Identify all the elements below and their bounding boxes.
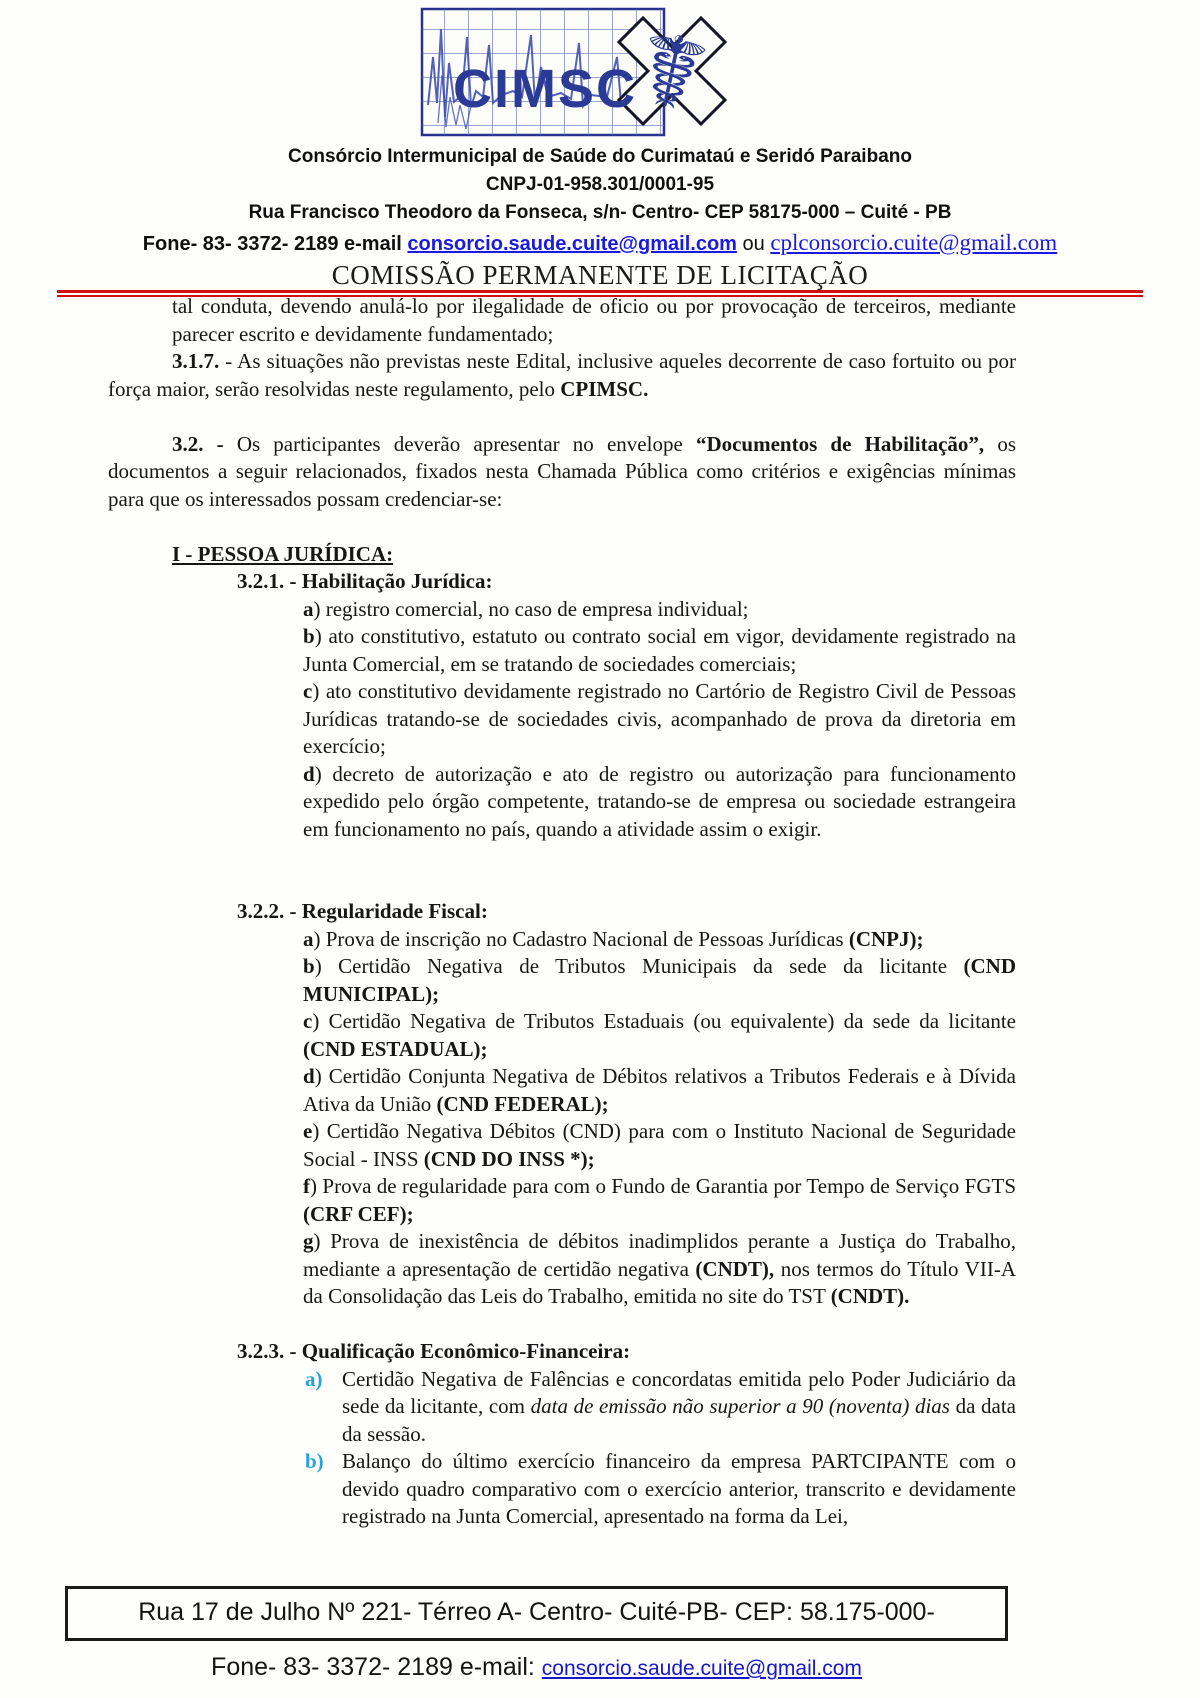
text-run: 3.1.7. [172,349,220,373]
text-run: os documentos a seguir relacionados, fixados nesta Chamada Pública como critérios e exigências mínimas para que os interessados possam credenciar-se: [108,431,1017,511]
text-run: (CNPJ); [848,926,924,951]
text-run: (CND FEDERAL); [436,1091,609,1116]
text-run: ) Certidão Negativa Débitos (CND) para com o Instituto Nacional de Seguridade Social - INSS [303,1119,1016,1171]
paragraph [108,348,1016,403]
paragraph [172,293,1016,348]
paragraph [303,1008,1016,1063]
text-run: - As situações não previstas neste Edital, inclusive aqueles decorrente de caso fortuito ou por força maior, serão resolvidas neste regulamento, pelo [108,349,1016,401]
text-run: (CND ESTADUAL); [303,1036,488,1061]
text-run: c [303,1009,313,1033]
item-letter: b) [305,1449,324,1473]
text-run: g [303,1229,314,1253]
footer-contact [65,1653,1008,1682]
text-run: Balanço do último exercício financeiro da empresa PARTCIPANTE com o devido quadro comparativo com o exercício anterior, transcrito e devidamente registrado na Junta Comercial, apresentado na forma da Lei, [342,1449,1016,1528]
org-address: Rua Francisco Theodoro da Fonseca, s/n- Centro- CEP 58175-000 – Cuité - PB [248,202,952,223]
paragraph [303,1173,1016,1228]
text-run: (CND DO INSS *); [423,1146,595,1171]
paragraph [172,541,1016,569]
text-run: Certidão Negativa de Falências e concordatas emitida pelo Poder Judiciário da sede da licitante, com [342,1366,1016,1418]
phone-label: Fone- 83- 3372- 2189 e-mail [142,233,408,255]
footer-address-box [65,1586,1008,1641]
text-run: (CNDT), [695,1256,775,1281]
text-run: ) Prova de inexistência de débitos inadimplidos perante a Justiça do Trabalho, mediante a apresentação de certidão negativa [303,1229,1016,1281]
footer-phone-label: Fone- 83- 3372- 2189 e-mail: [211,1653,542,1681]
paragraph [303,678,1016,761]
text-run: da data da sessão. [342,1394,1017,1446]
paragraph [237,898,1016,926]
text-run: 3.2.1. - Habilitação Jurídica: [237,569,493,593]
text-run: ) Prova de regularidade para com o Fundo de Garantia por Tempo de Serviço FGTS [310,1174,1016,1198]
org-cnpj: CNPJ-01-958.301/0001-95 [485,174,715,195]
text-run: f [303,1174,310,1198]
committee-title: COMISSÃO PERMANENTE DE LICITAÇÃO [331,260,869,290]
text-run: b [303,954,315,978]
paragraph [108,431,1016,514]
paragraph [303,1118,1016,1173]
text-run: c [303,679,313,703]
text-run: ) Certidão Negativa de Tributos Estaduais (ou equivalente) da sede da licitante [312,1009,1016,1033]
ou-text: ou [736,233,771,255]
text-run: Os participantes deverão apresentar no envelope [223,431,696,456]
caduceus-icon: ☤ [626,8,717,137]
text-run: ) Certidão Conjunta Negativa de Débitos relativos a Tributos Federais e à Dívida Ativa da União [303,1064,1016,1116]
org-logo [0,5,1200,139]
text-run: ) ato constitutivo, estatuto ou contrato social em vigor, devidamente registrado na Junta Comercial, em se tratando de sociedades comerciais; [303,624,1016,676]
paragraph [237,568,1016,596]
text-run: “Documentos de Habilitação”, [695,431,985,456]
text-run: (CRF CEF); [303,1201,414,1226]
text-run: 3.2. - [172,431,224,456]
email-link-secondary[interactable]: cplconsorcio.cuite@gmail.com [770,230,1058,255]
text-run: a [303,596,314,621]
text-run: tal conduta, devendo anulá-lo por ilegalidade de oficio ou por provocação de terceiros, mediante parecer escrito e devidamente fundamentado; [172,294,1016,346]
text-run: nos termos do Título VII-A da Consolidação das Leis do Trabalho, emitida no site do TST [303,1256,1016,1308]
text-run: d [303,761,315,786]
paragraph [303,596,1016,624]
footer-address: Rua 17 de Julho Nº 221- Térreo A- Centro- Cuité-PB- CEP: 58.175-000- [138,1598,935,1626]
text-run: I - PESSOA JURÍDICA: [172,541,394,566]
text-run: d [303,1064,315,1088]
text-run: (CND MUNICIPAL); [303,954,1016,1006]
document-body [108,293,1016,1531]
org-logo-graphic [420,5,750,139]
text-run: ) decreto de autorização e ato de registro ou autorização para funcionamento expedido pelo órgão competente, tratando-se de empresa ou sociedade estrangeira em funcionamento no país, quando a atividade assim o exigir. [303,761,1016,841]
text-run: 3.2.2. - Regularidade Fiscal: [237,899,488,923]
paragraph [303,623,1016,678]
footer-email-link[interactable]: consorcio.saude.cuite@gmail.com [541,1657,862,1680]
paragraph [303,1063,1016,1118]
text-run: a [303,926,314,951]
paragraph [303,761,1016,844]
email-link-primary[interactable]: consorcio.saude.cuite@gmail.com [407,233,737,255]
paragraph [237,1338,1016,1366]
paragraph [305,1366,1016,1449]
item-letter: a) [305,1366,323,1391]
paragraph [303,926,1016,954]
text-run: ) Certidão Negativa de Tributos Municipais da sede da licitante [314,954,964,978]
contact-line [0,228,1200,259]
paragraph [303,953,1016,1008]
text-run: e [303,1119,313,1143]
text-run: 3.2.3. - Qualificação Econômico-Financeira: [237,1339,631,1363]
text-run: ) registro comercial, no caso de empresa individual; [313,596,749,621]
footer [65,1586,1008,1682]
paragraph [305,1448,1016,1531]
text-run: ) Prova de inscrição no Cadastro Nacional de Pessoas Jurídicas [313,926,849,951]
text-run: data de emissão não superior a 90 (noventa) dias [530,1394,950,1418]
text-run: ) ato constitutivo devidamente registrado no Cartório de Registro Civil de Pessoas Jurídicas tratando-se de sociedades civis, acompanhado de prova da diretoria em exercício; [303,679,1016,758]
text-run: (CNDT). [830,1284,910,1308]
text-run: CPIMSC. [560,376,649,401]
org-name: Consórcio Intermunicipal de Saúde do Curimataú e Seridó Paraibano [288,146,912,167]
paragraph [303,1228,1016,1311]
logo-acronym: CIMSC [453,59,637,119]
text-run: b [303,624,315,648]
letterhead [0,0,1200,297]
